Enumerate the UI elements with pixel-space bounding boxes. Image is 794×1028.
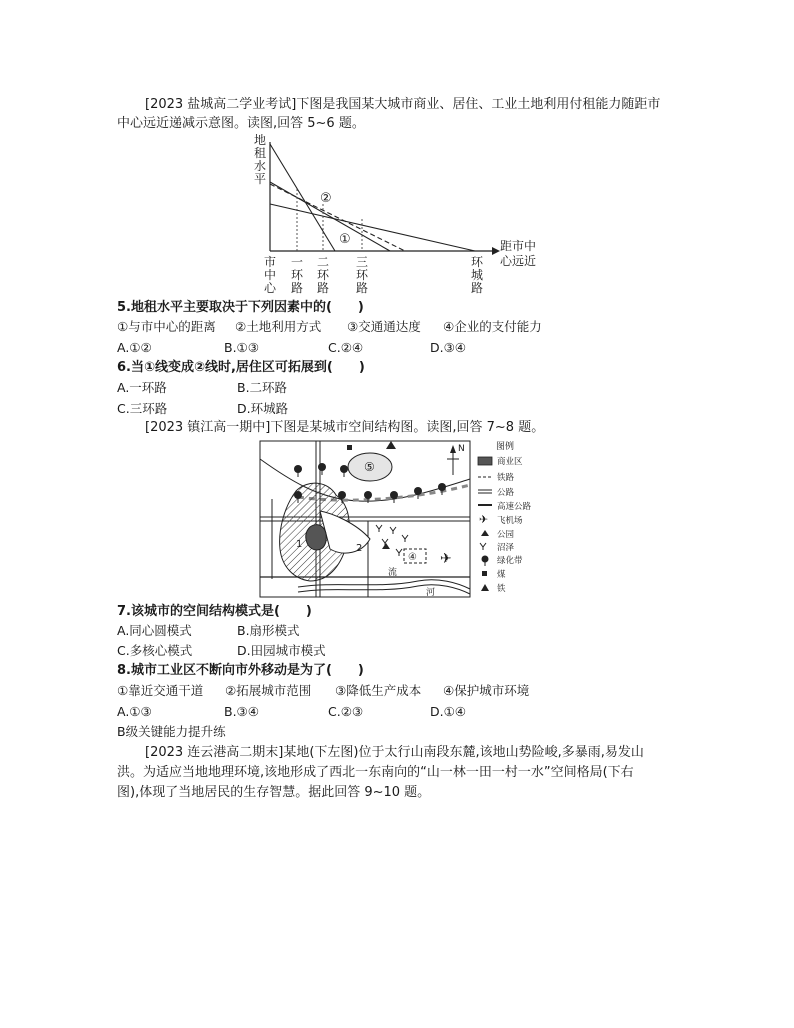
- section-b-intro-line-1: [2023 连云港高二期末]某地(下左图)位于太行山南段东麓,该地山势险峻,多暴雨,易发山: [145, 745, 644, 760]
- x-axis-label-line-2: 心远近: [500, 254, 537, 268]
- q5-6-intro-line-1: [2023 盐城高二学业考试]下图是我国某大城市商业、居住、工业土地利用付租能力随距市: [145, 97, 661, 112]
- q5-option-b[interactable]: B.①③: [224, 340, 259, 355]
- q7-options-row-1: [117, 622, 300, 640]
- river-label-1: 流: [388, 568, 398, 578]
- legend-cbd-swatch: [478, 457, 492, 465]
- y-axis-label: 地租水平: [253, 134, 267, 186]
- river-label-2: 河: [426, 588, 436, 598]
- q7-options-row-2: [117, 642, 326, 660]
- q8-option-c[interactable]: C.②③: [328, 704, 364, 719]
- legend-label: 飞机场: [497, 516, 523, 526]
- legend-label: 铁路: [497, 473, 515, 483]
- q8-options: [117, 703, 466, 721]
- q6-options-row-1: [117, 379, 287, 397]
- q5-statement-2: ②土地利用方式: [235, 319, 322, 334]
- marker-1: ①: [339, 232, 351, 247]
- q5-statements: [117, 318, 542, 336]
- section-b-intro-line-3: 图),体现了当地居民的生存智慧。据此回答 9~10 题。: [117, 785, 431, 800]
- x-tick-label: 环城路: [470, 255, 484, 294]
- industrial-rent-line: [270, 204, 475, 251]
- central-business-district: [306, 525, 326, 550]
- q5-options: [117, 339, 466, 357]
- q8-option-b[interactable]: B.③④: [224, 704, 259, 719]
- q8-option-a[interactable]: A.①③: [117, 704, 152, 719]
- q5-statement-1: ①与市中心的距离: [117, 319, 216, 334]
- zone-1-label: 1: [296, 539, 303, 550]
- legend-park-icon: [481, 530, 489, 536]
- q6-option-d[interactable]: D.环城路: [237, 401, 289, 416]
- q7-option-c[interactable]: C.多核心模式: [117, 643, 193, 658]
- q5-statement-4: ④企业的支付能力: [443, 319, 542, 334]
- legend-label: 公路: [497, 488, 515, 498]
- q6-option-a[interactable]: A.一环路: [117, 380, 167, 395]
- section-b-title: B级关键能力提升练: [117, 724, 226, 739]
- q7-option-a[interactable]: A.同心圆模式: [117, 623, 192, 638]
- legend-airport-icon: ✈: [479, 513, 489, 526]
- q8-option-d[interactable]: D.①④: [430, 704, 467, 719]
- legend-label: 绿化带: [497, 556, 523, 566]
- marker-2: ②: [320, 191, 332, 206]
- q7-8-intro: [2023 镇江高一期中]下图是某城市空间结构图。读图,回答 7~8 题。: [145, 420, 545, 435]
- legend-coal-icon: [482, 571, 487, 576]
- x-tick-label: 一环路: [290, 255, 304, 294]
- q8-stem: 8.城市工业区不断向市外移动是为了( ): [117, 663, 364, 678]
- legend-label: 商业区: [497, 457, 523, 467]
- legend-marsh-icon: [480, 543, 486, 550]
- q5-6-intro-line-2: 中心远近递减示意图。读图,回答 5~6 题。: [117, 116, 365, 131]
- q8-statement-1: ①靠近交通干道: [117, 683, 204, 698]
- legend-title: 图例: [496, 442, 515, 452]
- x-tick-label: 市中心: [263, 255, 277, 294]
- q5-option-c[interactable]: C.②④: [328, 340, 364, 355]
- q6-option-b[interactable]: B.二环路: [237, 380, 288, 395]
- q5-statement-3: ③交通通达度: [347, 319, 421, 334]
- legend-label: 铁: [497, 584, 506, 594]
- legend-label: 煤: [497, 570, 506, 580]
- airport-icon: ✈: [440, 551, 452, 567]
- q7-option-d[interactable]: D.田园城市模式: [237, 643, 326, 658]
- q5-option-a[interactable]: A.①②: [117, 340, 152, 355]
- q8-statement-3: ③降低生产成本: [335, 683, 422, 698]
- city-structure-map: [258, 439, 548, 601]
- q6-options-row-2: [117, 400, 288, 418]
- zone-2-label: 2: [356, 543, 363, 554]
- north-label: N: [458, 444, 465, 454]
- rent-gradient-chart: [245, 134, 555, 294]
- legend-label: 沼泽: [497, 543, 515, 553]
- q6-stem: 6.当①线变成②线时,居住区可拓展到( ): [117, 360, 365, 375]
- x-axis-arrow: [492, 247, 500, 255]
- q8-statement-4: ④保护城市环境: [443, 683, 530, 698]
- q5-stem: 5.地租水平主要取决于下列因素中的( ): [117, 300, 364, 315]
- q8-statements: [117, 682, 529, 700]
- legend-label: 高速公路: [497, 502, 532, 512]
- legend-iron-icon: [481, 584, 489, 591]
- zone-5-label: ⑤: [364, 460, 375, 474]
- zone-4-label: ④: [408, 552, 417, 563]
- q5-option-d[interactable]: D.③④: [430, 340, 467, 355]
- x-tick-label: 三环路: [355, 255, 369, 294]
- q8-statement-2: ②拓展城市范围: [225, 683, 312, 698]
- q7-option-b[interactable]: B.扇形模式: [237, 623, 300, 638]
- q6-option-c[interactable]: C.三环路: [117, 401, 168, 416]
- section-b-intro-line-2: 洪。为适应当地地理环境,该地形成了西北一东南向的“山一林一田一村一水”空间格局(下右: [117, 765, 634, 780]
- q7-stem: 7.该城市的空间结构模式是( ): [117, 604, 312, 619]
- x-tick-labels: [264, 255, 484, 294]
- x-axis-label-line-1: 距市中: [500, 239, 537, 253]
- x-tick-label: 二环路: [316, 255, 330, 294]
- legend-labels: [497, 456, 532, 594]
- legend-label: 公园: [497, 530, 515, 540]
- coal-symbol: [347, 445, 352, 450]
